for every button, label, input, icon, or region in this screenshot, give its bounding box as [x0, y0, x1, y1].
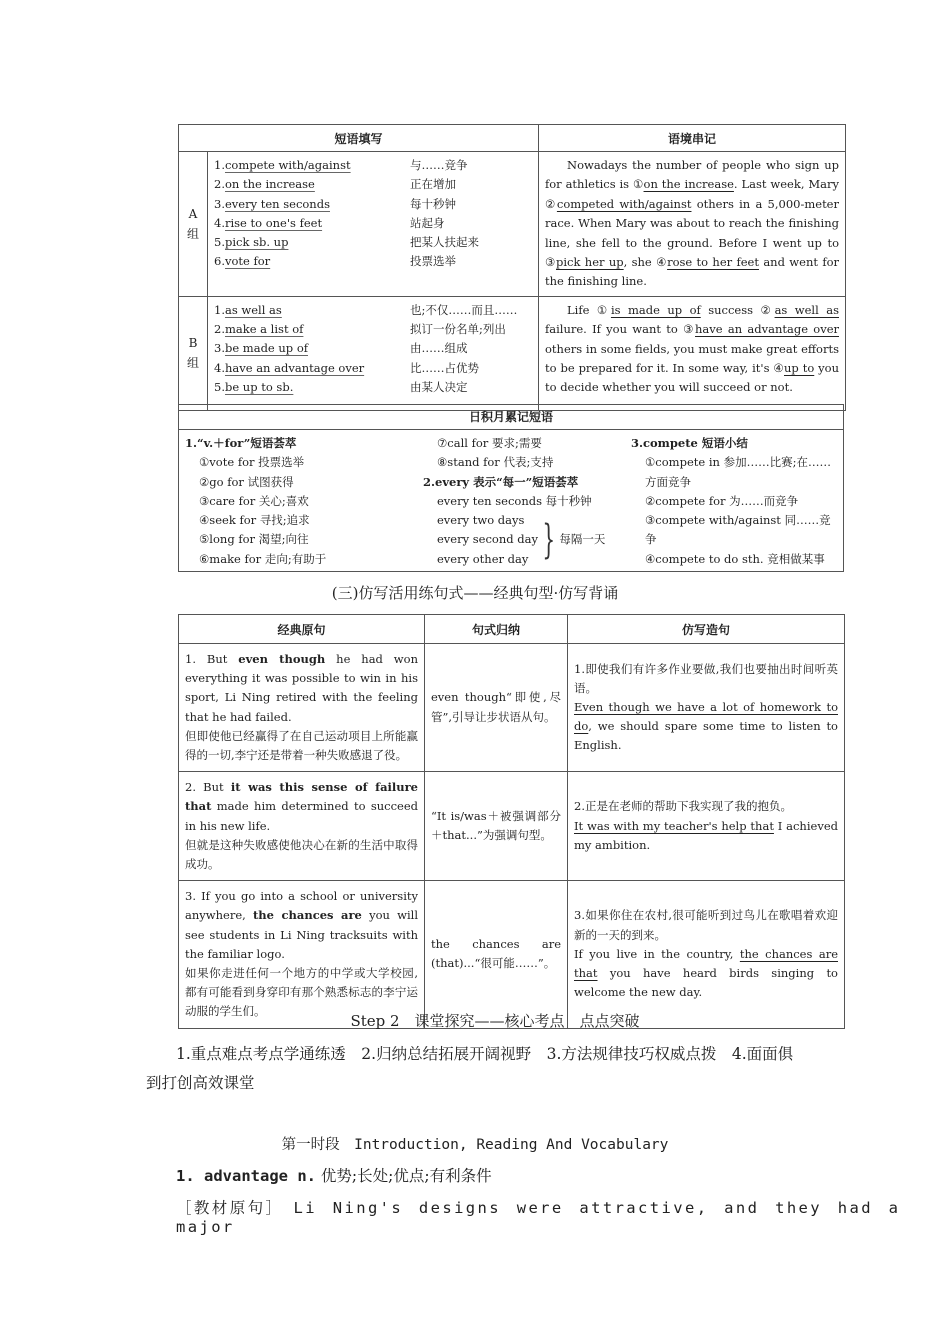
col1-item: ③care for 关心;喜欢	[199, 493, 309, 508]
textbook-source-sentence: ［教材原句］ Li Ning's designs were attractive, and they had a major	[176, 1199, 901, 1236]
phrase-row: 6.vote for 投票选举	[214, 254, 456, 269]
col3-item: ①compete in 参加……比赛;在……方面竞争	[645, 455, 831, 489]
context-header: 语境串记	[539, 125, 846, 152]
col1-item: ⑤long for 渴望;向往	[199, 532, 309, 547]
col2-item: every two days	[437, 513, 525, 528]
col2-heading: 2.every 表示“每一”短语荟萃	[423, 474, 579, 489]
phrase-row: 5.be up to sb. 由某人决定	[214, 380, 468, 395]
imitation-sentence: 3.如果你住在农村,很可能听到过鸟儿在歌唱着欢迎新的一天的到来。 If you live in the country, the chances are that you have heard birds singing to welcome the new day.	[568, 881, 845, 1028]
col3-item: ③compete with/against 同……竞争	[645, 513, 831, 547]
col-header-pattern: 句式归纳	[425, 615, 568, 644]
phrase-row: 2.on the increase 正在增加	[214, 177, 456, 192]
group-b-context: Life ①is made up of success ②as well as failure. If you want to ③have an advantage over others in some fields, you must make great efforts to be prepared for it. In some way, it's ④up to you to decide whether you will succeed or not.	[539, 296, 846, 410]
section-3-title: (三)仿写活用练句式——经典句型·仿写背诵	[331, 584, 619, 602]
pattern-summary: “It is/was＋被强调部分＋that...”为强调句型。	[425, 772, 568, 881]
col2-item: every second day	[437, 532, 538, 547]
pattern-summary: the chances are (that)...“很可能……”。	[425, 881, 568, 1028]
sentence-pattern-table	[178, 614, 845, 1029]
original-sentence: 2. But it was this sense of failure that made him determined to succeed in his new life. 但就是这种失败感使他决心在新的生活中取得成功。	[179, 772, 425, 881]
pattern-summary: even though“即使,尽管”,引导让步状语从句。	[425, 644, 568, 772]
col3-heading: 3.compete 短语小结	[631, 436, 748, 450]
phrase-fill-header: 短语填写	[179, 125, 539, 152]
original-sentence: 3. If you go into a school or university anywhere, the chances are you will see students in Li Ning tracksuits with the familiar logo. 如果你走进任何一个地方的中学或大学校园,都有可能看到身穿印有那个熟悉标志的李宁运动服的学生们。	[179, 881, 425, 1028]
accumulation-col-3	[631, 434, 831, 569]
group-b-phrases	[208, 296, 539, 410]
col2-item: every ten seconds 每十秒钟	[437, 493, 592, 508]
original-sentence: 1. But even though he had won everything it was possible to win in his sport, Li Ning retired with the feeling that he had failed. 但即使他已经赢得了在自己运动项目上所能赢得的一切,李宁还是带着一种失败感退了役。	[179, 644, 425, 772]
intro-paragraph: 1.重点难点考点学通练透 2.归纳总结拓展开阔视野 3.方法规律技巧权威点拨 4.面面俱到打创高效课堂	[146, 1045, 794, 1092]
col3-item: ②compete for 为……而竞争	[645, 493, 799, 508]
phrase-row: 1.as well as 也;不仅……而且……	[214, 302, 518, 317]
group-b-label: B组	[179, 296, 208, 410]
brace-icon: }	[542, 517, 556, 564]
imitation-sentence: 2.正是在老师的帮助下我实现了我的抱负。 It was with my teacher's help that I achieved my ambition.	[568, 772, 845, 881]
imitation-sentence: 1.即使我们有许多作业要做,我们也要抽出时间听英语。 Even though we have a lot of homework to do, we should spare some time to listen to English.	[568, 644, 845, 772]
phrase-row: 4.rise to one's feet 站起身	[214, 215, 445, 230]
col1-item: ⑥make for 走向;有助于	[199, 551, 327, 566]
group-a-label: A组	[179, 152, 208, 297]
col2-item: ⑦call for 要求;需要	[437, 436, 542, 450]
phrase-row: 3.every ten seconds 每十秒钟	[214, 196, 456, 211]
group-a-context: Nowadays the number of people who sign up for athletics is ①on the increase. Last week, Mary ②competed with/against others in a 5,000-meter race. When Mary was about to reach the finishing line, she fell to the ground. Before I went up to ③pick her up, she ④rose to her feet and went for the finishing line.	[539, 152, 846, 297]
accumulation-title: 日积月累记短语	[179, 405, 843, 430]
col1-item: ②go for 试图获得	[199, 474, 294, 489]
phrase-row: 2.make a list of 拟订一份名单;列出	[214, 322, 506, 337]
phrase-row: 5.pick sb. up 把某人扶起来	[214, 235, 479, 250]
col1-item: ①vote for 投票选举	[199, 455, 305, 470]
col-header-imitation: 仿写造句	[568, 615, 845, 644]
accumulation-col-2	[423, 434, 631, 569]
accumulation-col-1	[185, 434, 423, 569]
phrase-row: 4.have an advantage over 比……占优势	[214, 360, 479, 375]
phrase-accumulation-box	[178, 404, 844, 572]
col-header-original: 经典原句	[179, 615, 425, 644]
col3-item: ④compete to do sth. 竞相做某事	[645, 551, 825, 566]
step-2-title: Step 2 课堂探究——核心考点 点点突破	[350, 1012, 640, 1030]
col1-heading: 1.“v.＋for”短语荟萃	[185, 436, 297, 450]
col2-item: ⑧stand for 代表;支持	[437, 455, 554, 470]
col1-item: ④seek for 寻找;追求	[199, 513, 310, 528]
phrase-table	[178, 124, 846, 411]
vocab-entry: 1. advantage n. 优势;长处;优点;有利条件	[176, 1167, 492, 1185]
phrase-row: 3.be made up of 由……组成	[214, 341, 468, 356]
phrase-row: 1.compete with/against 与……竞争	[214, 158, 468, 172]
group-a-phrases	[208, 152, 539, 297]
period-title: 第一时段 Introduction, Reading And Vocabulary	[281, 1137, 669, 1153]
brace-label: 每隔一天	[559, 532, 606, 547]
col2-item: every other day	[437, 551, 529, 566]
